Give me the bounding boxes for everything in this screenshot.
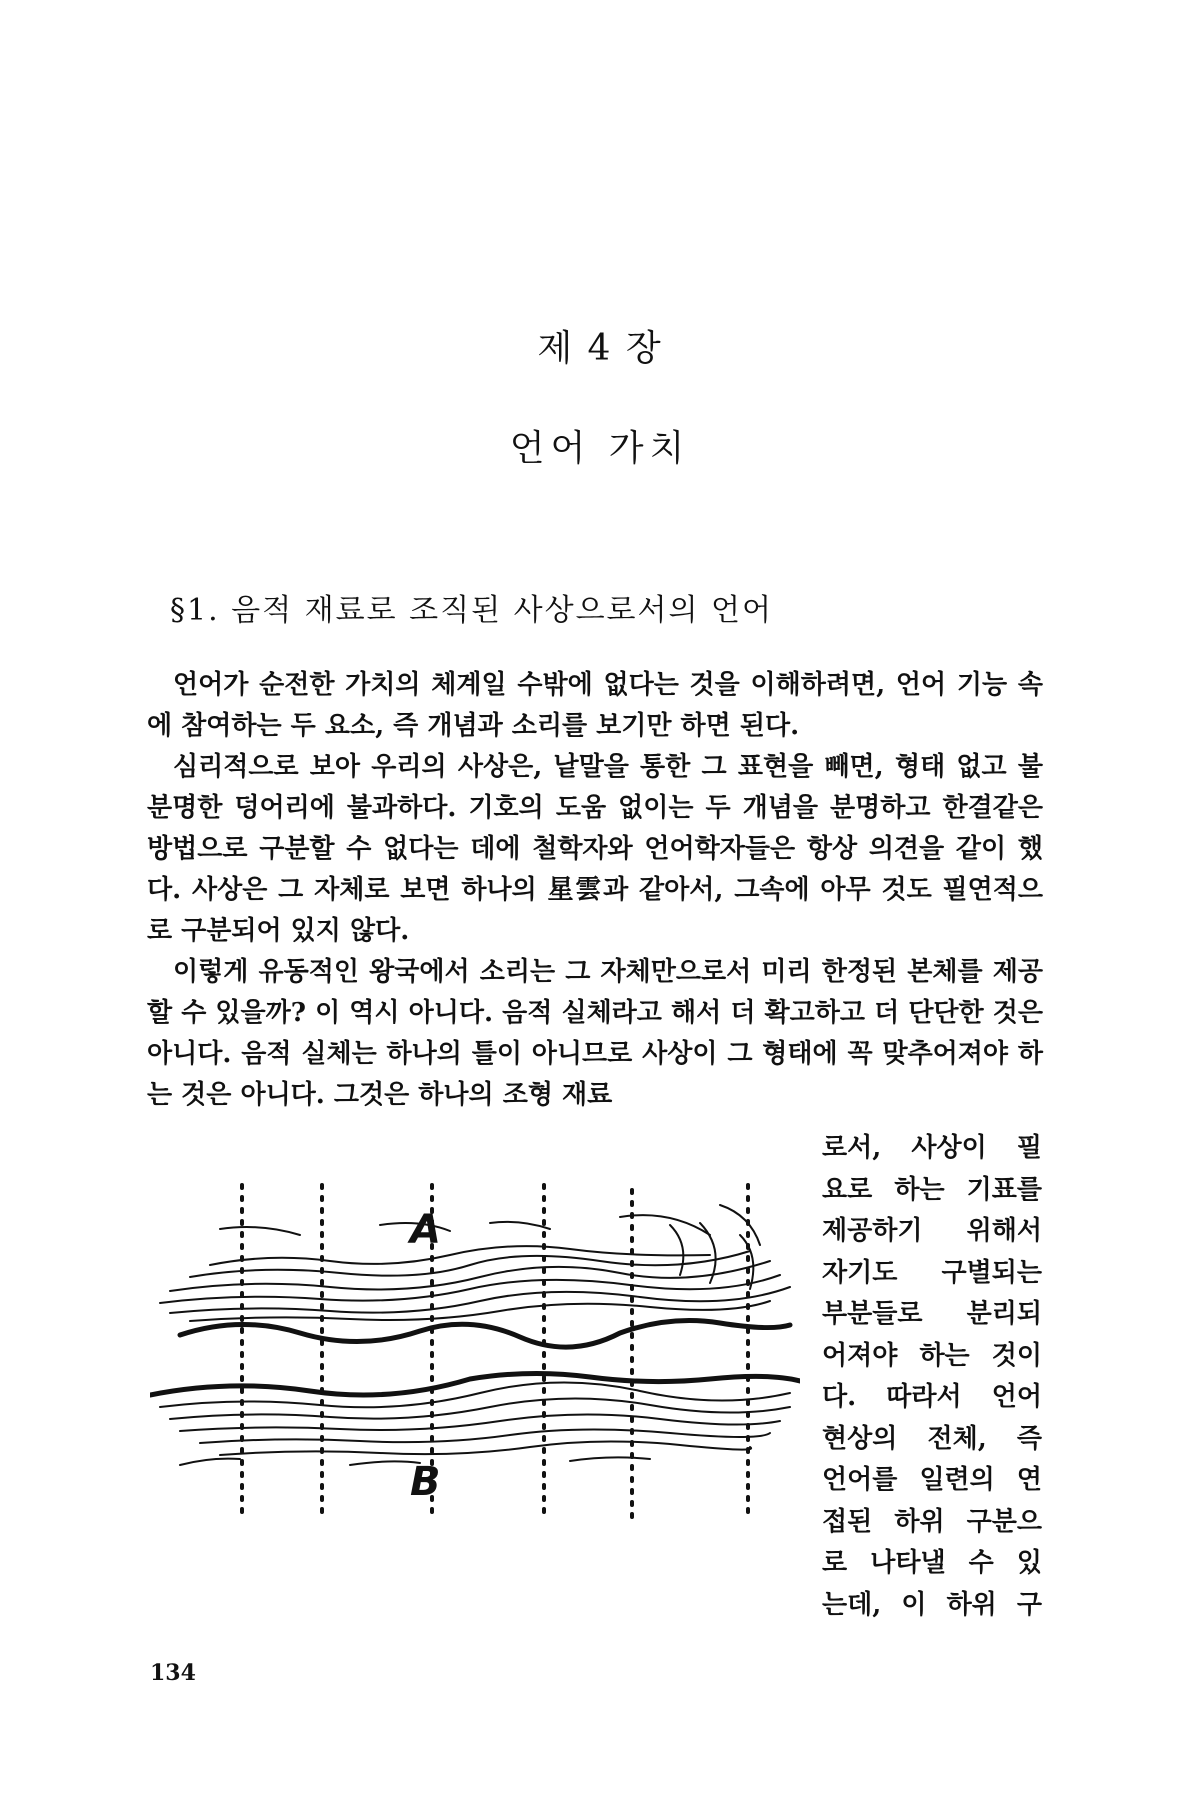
side-text-line: 로 나타낼 수 있: [822, 1548, 1042, 1578]
lower-boundary: [150, 1373, 800, 1395]
side-text-line: 다. 따라서 언어: [822, 1382, 1042, 1412]
paragraph: 심리적으로 보아 우리의 사상은, 낱말을 통한 그 표현을 빼면, 형태 없고 불분명한 덩어리에 불과하다. 기호의 도움 없이는 두 개념을 분명하고 한결같은 방법으로 구분할 수 없다는 데에 철학자와 언어학자들은 항상 의견을 같이 했다. 사상은 그 자체로 보면 하나의 星雲과 같아서, 그속에 아무 것도 필연적으로 구분되어 있지 않다.: [147, 752, 1043, 946]
page-number: 134: [150, 1660, 196, 1686]
side-text-line: 는데, 이 하위 구: [822, 1589, 1042, 1620]
paragraph: 이렇게 유동적인 왕국에서 소리는 그 자체만으로서 미리 한정된 본체를 제공할 수 있을까? 이 역시 아니다. 음적 실체라고 해서 더 확고하고 더 단단한 것은 아니다. 음적 실체는 하나의 틀이 아니므로 사상이 그 형태에 꼭 맞추어져야 하는 것은 아니다. 그것은 하나의 조형 재료: [147, 957, 1043, 1110]
upper-wave-mass: [160, 1205, 790, 1321]
side-text-line: 어져야 하는 것이: [822, 1340, 1042, 1371]
paragraph: 언어가 순전한 가치의 체계일 수밖에 없다는 것을 이해하려면, 언어 기능 속에 참여하는 두 요소, 즉 개념과 소리를 보기만 하면 된다.: [147, 670, 1043, 741]
upper-boundary: [180, 1321, 790, 1348]
side-text-line: 부분들로 분리되: [822, 1299, 1042, 1329]
side-text-line: 언어를 일련의 연: [822, 1465, 1042, 1495]
chapter-number: 제 4 장: [537, 328, 663, 369]
division-lines: [242, 1185, 748, 1520]
lower-wave-mass: [160, 1382, 790, 1465]
side-text-line: 접된 하위 구분으: [822, 1506, 1042, 1537]
section-heading: §1. 음적 재료로 조직된 사상으로서의 언어: [170, 593, 773, 628]
side-text-line: 자기도 구별되는: [822, 1257, 1042, 1288]
side-text-line: 제공하기 위해서: [822, 1216, 1042, 1246]
body-text: [147, 665, 1043, 1116]
chapter-title: 언어 가치: [509, 428, 691, 469]
thought-sound-figure: [150, 1165, 800, 1530]
wave-illustration: [150, 1165, 800, 1530]
side-text-line: 요로 하는 기표를: [822, 1174, 1042, 1205]
side-text-line: 현상의 전체, 즉: [822, 1423, 1042, 1454]
label-b: B: [410, 1459, 441, 1505]
figure-side-text: [822, 1128, 1042, 1626]
label-a: A: [410, 1207, 441, 1253]
side-text-line: 로서, 사상이 필: [822, 1133, 1042, 1163]
